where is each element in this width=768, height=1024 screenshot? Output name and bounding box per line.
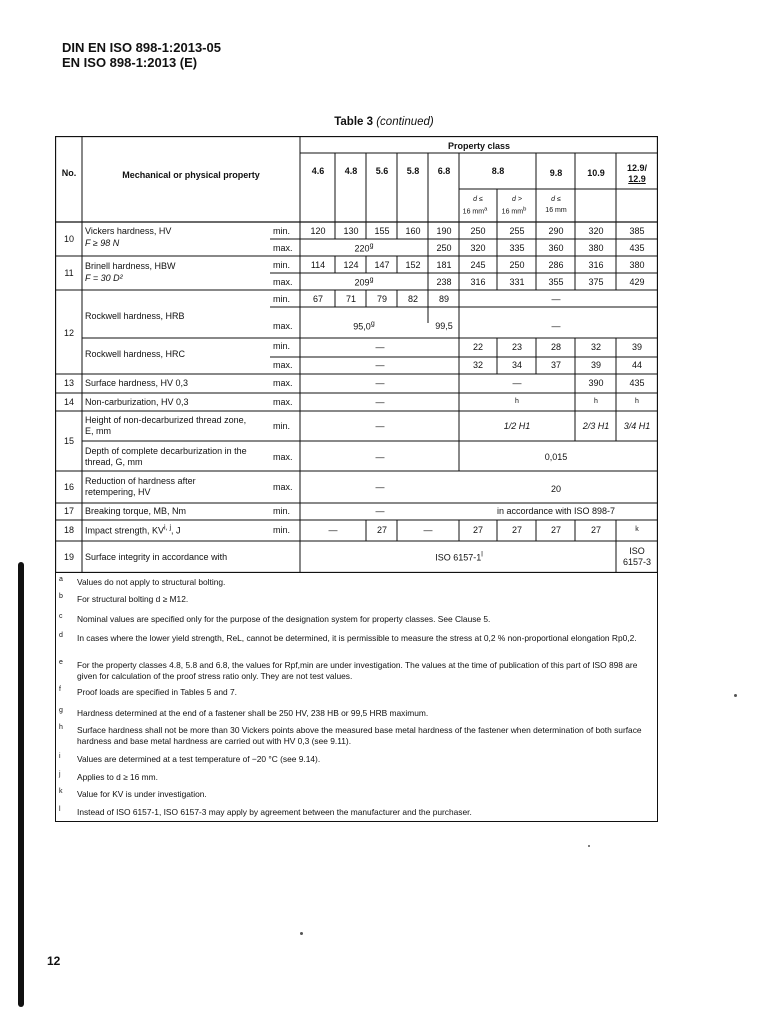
footnote-i: i Values are determined at a test temperature of −20 °C (see 9.14). bbox=[59, 753, 321, 764]
footnote-c: c Nominal values are specified only for the purpose of the designation system for property classes. See Clause 5. bbox=[59, 613, 491, 624]
row-12-hrc-max-12-9: 44 bbox=[631, 360, 643, 370]
row-11-min-4-8: 124 bbox=[343, 260, 359, 270]
row-15a-10-9: 2/3 H1 bbox=[582, 421, 610, 431]
row-11-max-merged: 209$^g$ bbox=[354, 276, 374, 288]
class-12-9-line2: 12.9 bbox=[628, 174, 646, 184]
class-4-8: 4.8 bbox=[344, 166, 358, 176]
row-15-no: 15 bbox=[63, 436, 75, 446]
row-14-property: Non-carburization, HV 0,3 bbox=[85, 397, 189, 407]
row-15a-12-9: 3/4 H1 bbox=[623, 421, 651, 431]
row-19-value: ISO 6157-1$^l$ bbox=[435, 551, 483, 563]
row-12-hrc-min-9-8: 28 bbox=[550, 342, 562, 352]
standard-id-din: DIN EN ISO 898-1:2013-05 bbox=[62, 40, 221, 55]
row-13-property: Surface hardness, HV 0,3 bbox=[85, 378, 189, 388]
row-12-hrc-max-9-8: 37 bbox=[550, 360, 562, 370]
row-11-max-label: max. bbox=[273, 277, 293, 287]
row-14-12-9: h bbox=[635, 398, 639, 405]
row-14-limit: max. bbox=[273, 397, 293, 407]
row-15b-value: 0,015 bbox=[544, 452, 568, 462]
row-12-hrc-max-10-9: 39 bbox=[590, 360, 602, 370]
row-18-10-9: 27 bbox=[590, 525, 602, 535]
row-18-9-8: 27 bbox=[550, 525, 562, 535]
class-10-9: 10.9 bbox=[587, 168, 605, 178]
row-15a-limit: min. bbox=[273, 421, 291, 431]
footnote-g: g Hardness determined at the end of a fastener shall be 250 HV, 238 HB or 99,5 HRB maximum. bbox=[59, 707, 429, 718]
footnote-f: f Proof loads are specified in Tables 5 and 7. bbox=[59, 686, 238, 697]
row-10-min-4-6: 120 bbox=[310, 226, 326, 236]
row-12-hrb-min-6-8: 89 bbox=[438, 294, 450, 304]
footnote-l: l Instead of ISO 6157-1, ISO 6157-3 may apply by agreement between the manufacturer and the purchaser. bbox=[59, 806, 472, 817]
sub-8-8-a-value: 16 $mm^a$ bbox=[462, 206, 488, 216]
sub-9-8-symbol: d ≤ bbox=[551, 196, 561, 203]
row-12-hrb-max-6-8: 99,5 bbox=[435, 321, 453, 331]
row-15a-property-line1: Height of non-decarburized thread zone, bbox=[85, 415, 247, 425]
class-12-9-line1: 12.9/ bbox=[626, 163, 648, 173]
row-10-condition: F ≥ 98 N bbox=[85, 238, 120, 248]
row-18-no: 18 bbox=[63, 525, 75, 535]
row-19-12-9-line2: 6157-3 bbox=[622, 557, 652, 567]
class-4-6: 4.6 bbox=[311, 166, 325, 176]
row-18-8-8a: 27 bbox=[472, 525, 484, 535]
row-17-value: in accordance with ISO 898-7 bbox=[496, 506, 616, 516]
row-11-min-12-9: 380 bbox=[629, 260, 645, 270]
scan-speck bbox=[734, 694, 737, 697]
row-12-hrb-min-5-8: 82 bbox=[407, 294, 419, 304]
row-10-max-label: max. bbox=[273, 243, 293, 253]
row-10-no: 10 bbox=[63, 234, 75, 244]
footnote-a: a Values do not apply to structural bolting. bbox=[59, 576, 226, 587]
row-17-no: 17 bbox=[63, 506, 75, 516]
scan-speck bbox=[588, 845, 590, 847]
footnote-d: d In cases where the lower yield strength, ReL, cannot be determined, it is permissible to measure the stress at 0,2 % non-proportional elongation Rp0,2. bbox=[59, 632, 637, 643]
row-11-min-5-6: 147 bbox=[374, 260, 390, 270]
class-6-8: 6.8 bbox=[437, 166, 451, 176]
row-11-min-label: min. bbox=[273, 260, 291, 270]
row-18-8-8b: 27 bbox=[511, 525, 523, 535]
row-18-dash-5x: — bbox=[423, 525, 433, 535]
row-10-max-8-8a: 320 bbox=[470, 243, 486, 253]
row-19-property: Surface integrity in accordance with bbox=[85, 552, 228, 562]
class-5-6: 5.6 bbox=[375, 166, 389, 176]
row-12-no: 12 bbox=[63, 328, 75, 338]
row-18-dash-4x: — bbox=[328, 525, 338, 535]
table-title-text: Table 3 bbox=[334, 116, 374, 128]
header-property: Mechanical or physical property bbox=[122, 170, 260, 180]
row-12-hrb-max-label: max. bbox=[273, 321, 293, 331]
row-13-dash-low: — bbox=[375, 378, 385, 388]
row-16-property-line1: Reduction of hardness after bbox=[85, 476, 196, 486]
row-12-hrc-property: Rockwell hardness, HRC bbox=[85, 349, 186, 359]
row-14-10-9: h bbox=[594, 398, 598, 405]
row-11-condition: F = 30 D² bbox=[85, 273, 123, 283]
row-15b-property-line1: Depth of complete decarburization in the bbox=[85, 446, 247, 456]
row-11-min-8-8a: 245 bbox=[470, 260, 486, 270]
row-16-value: 20 bbox=[550, 484, 562, 494]
row-11-min-5-8: 152 bbox=[405, 260, 421, 270]
row-10-min-8-8b: 255 bbox=[509, 226, 525, 236]
row-13-limit: max. bbox=[273, 378, 293, 388]
row-10-max-6-8: 250 bbox=[436, 243, 452, 253]
row-13-12-9: 435 bbox=[629, 378, 645, 388]
row-12-hrc-max-label: max. bbox=[273, 360, 293, 370]
row-12-hrc-min-8-8b: 23 bbox=[511, 342, 523, 352]
row-12-hrb-max-merged: 95,0$^g$ bbox=[353, 320, 375, 332]
row-12-hrb-property: Rockwell hardness, HRB bbox=[85, 311, 185, 321]
row-12-hrc-min-12-9: 39 bbox=[631, 342, 643, 352]
row-10-min-6-8: 190 bbox=[436, 226, 452, 236]
row-12-hrc-max-8-8b: 34 bbox=[511, 360, 523, 370]
row-18-5-6: 27 bbox=[376, 525, 388, 535]
sub-9-8-value: 16 mm bbox=[545, 207, 567, 214]
row-18-limit: min. bbox=[273, 525, 291, 535]
row-18-12-9: k bbox=[635, 526, 639, 533]
row-10-min-10-9: 320 bbox=[588, 226, 604, 236]
row-12-hrb-min-4-8: 71 bbox=[345, 294, 357, 304]
row-15b-dash: — bbox=[375, 452, 385, 462]
row-10-max-9-8: 360 bbox=[548, 243, 564, 253]
scan-speck bbox=[300, 932, 303, 935]
row-15b-property-line2: thread, G, mm bbox=[85, 457, 143, 467]
row-19-no: 19 bbox=[63, 552, 75, 562]
row-12-hrc-min-dash: — bbox=[375, 342, 385, 352]
row-18-property: Impact strength, KV$^{i, j}$, J bbox=[85, 524, 181, 536]
sub-8-8-b-value: 16 $mm^b$ bbox=[501, 206, 527, 216]
row-11-min-9-8: 286 bbox=[548, 260, 564, 270]
row-12-hrb-min-label: min. bbox=[273, 294, 291, 304]
class-9-8: 9.8 bbox=[549, 168, 563, 178]
row-16-dash: — bbox=[375, 482, 385, 492]
row-11-max-8-8a: 316 bbox=[470, 277, 486, 287]
row-12-hrb-min-4-6: 67 bbox=[312, 294, 324, 304]
row-16-no: 16 bbox=[63, 482, 75, 492]
row-12-hrb-min-5-6: 79 bbox=[376, 294, 388, 304]
footnote-h: h Surface hardness shall not be more than 30 Vickers points above the measured base metal hardness of the fastener when determination of both surface hardness and base metal hardness are carried out with HV 0,3 (see 9.11). bbox=[59, 724, 642, 746]
footnote-j: j Applies to d ≥ 16 mm. bbox=[59, 771, 158, 782]
row-14-dash: — bbox=[375, 397, 385, 407]
row-10-min-12-9: 385 bbox=[629, 226, 645, 236]
footnote-b: b For structural bolting d ≥ M12. bbox=[59, 593, 189, 604]
header-no: No. bbox=[61, 168, 77, 178]
footnote-e: e For the property classes 4.8, 5.8 and 6.8, the values for Rpf,min are under investigation. The values at the time of publication of this part of ISO 898 are given for calculation of the proof stress ratio only. They are not test values. bbox=[59, 659, 638, 681]
document-header bbox=[62, 40, 221, 70]
row-14-no: 14 bbox=[63, 397, 75, 407]
row-11-max-8-8b: 331 bbox=[509, 277, 525, 287]
row-15b-limit: max. bbox=[273, 452, 293, 462]
row-14-8-8: h bbox=[515, 398, 519, 405]
table-title bbox=[0, 116, 768, 128]
row-11-min-10-9: 316 bbox=[588, 260, 604, 270]
row-19-12-9-line1: ISO bbox=[629, 546, 645, 556]
footnote-k: k Value for KV is under investigation. bbox=[59, 788, 207, 799]
page-number: 12 bbox=[47, 954, 61, 968]
row-11-no: 11 bbox=[64, 268, 74, 278]
property-table bbox=[55, 136, 658, 572]
table-title-note: (continued) bbox=[376, 116, 434, 128]
row-15a-8-8: 1/2 H1 bbox=[503, 421, 531, 431]
row-10-min-8-8a: 250 bbox=[470, 226, 486, 236]
row-12-hrc-min-label: min. bbox=[273, 341, 291, 351]
row-16-limit: max. bbox=[273, 482, 293, 492]
row-17-property: Breaking torque, MB, Nm bbox=[85, 506, 187, 516]
standard-id-en: EN ISO 898-1:2013 (E) bbox=[62, 55, 198, 70]
row-12-hrb-min-dash: — bbox=[551, 294, 561, 304]
row-10-min-label: min. bbox=[273, 226, 291, 236]
scan-binding-mark bbox=[18, 562, 24, 1007]
row-12-hrc-max-dash: — bbox=[375, 360, 385, 370]
row-10-max-12-9: 435 bbox=[629, 243, 645, 253]
row-16-property-line2: retempering, HV bbox=[85, 487, 151, 497]
row-11-max-12-9: 429 bbox=[629, 277, 645, 287]
sub-8-8-b-symbol: d > bbox=[512, 196, 522, 203]
row-10-min-5-8: 160 bbox=[405, 226, 421, 236]
row-10-property: Vickers hardness, HV bbox=[85, 226, 172, 236]
row-11-min-8-8b: 250 bbox=[509, 260, 525, 270]
row-12-hrc-min-8-8a: 22 bbox=[472, 342, 484, 352]
row-10-max-merged: 220$^g$ bbox=[354, 242, 374, 254]
row-10-min-5-6: 155 bbox=[374, 226, 390, 236]
row-15a-dash: — bbox=[375, 421, 385, 431]
row-11-max-10-9: 375 bbox=[588, 277, 604, 287]
row-11-property: Brinell hardness, HBW bbox=[85, 261, 176, 271]
row-12-hrc-max-8-8a: 32 bbox=[472, 360, 484, 370]
row-11-max-6-8: 238 bbox=[436, 277, 452, 287]
row-15a-property-line2: E, mm bbox=[85, 426, 111, 436]
row-17-limit: min. bbox=[273, 506, 291, 516]
row-10-min-9-8: 290 bbox=[548, 226, 564, 236]
class-5-8: 5.8 bbox=[406, 166, 420, 176]
row-13-10-9: 390 bbox=[588, 378, 604, 388]
row-13-no: 13 bbox=[63, 378, 75, 388]
row-17-dash: — bbox=[375, 506, 385, 516]
row-13-dash-high: — bbox=[512, 378, 522, 388]
row-11-min-4-6: 114 bbox=[310, 260, 326, 270]
row-11-max-9-8: 355 bbox=[548, 277, 564, 287]
row-12-hrc-min-10-9: 32 bbox=[590, 342, 602, 352]
row-10-min-4-8: 130 bbox=[343, 226, 359, 236]
row-10-max-8-8b: 335 bbox=[509, 243, 525, 253]
class-8-8: 8.8 bbox=[491, 166, 505, 176]
row-11-min-6-8: 181 bbox=[436, 260, 452, 270]
header-property-class: Property class bbox=[447, 141, 511, 151]
row-12-hrb-max-dash: — bbox=[551, 321, 561, 331]
row-10-max-10-9: 380 bbox=[588, 243, 604, 253]
footnotes-box bbox=[55, 572, 658, 822]
sub-8-8-a-symbol: d ≤ bbox=[473, 196, 483, 203]
